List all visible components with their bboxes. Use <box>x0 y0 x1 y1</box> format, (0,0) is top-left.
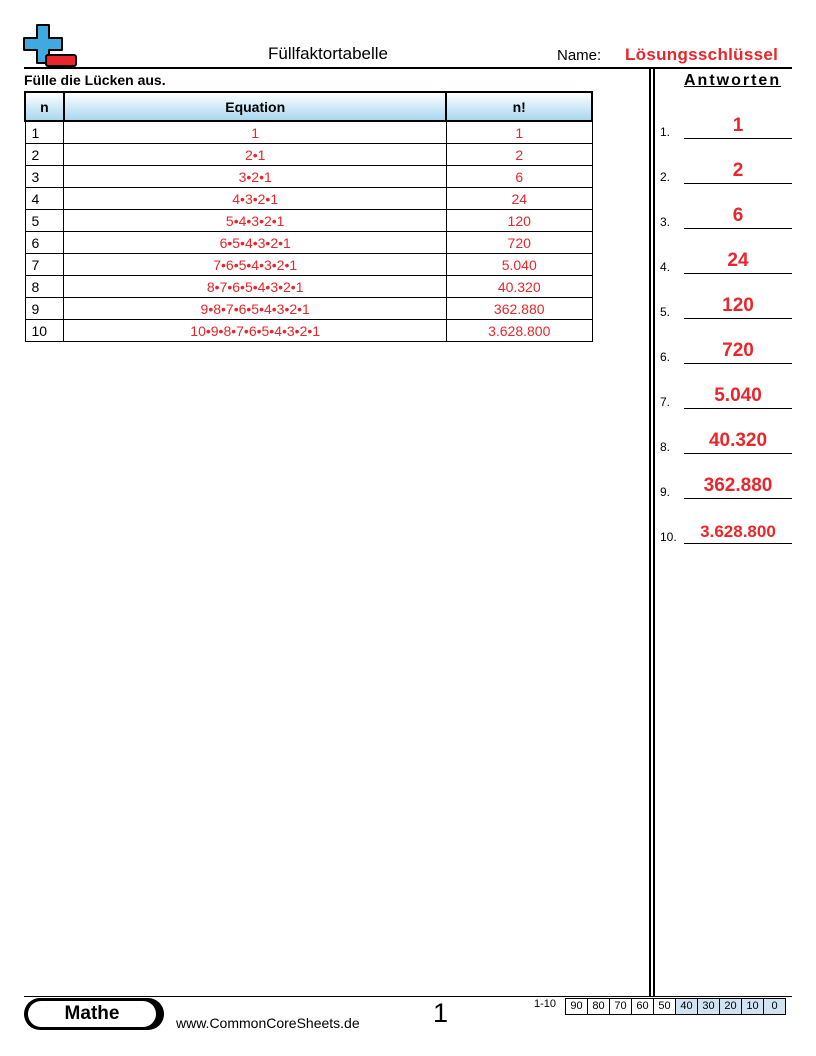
answers-heading: Antworten <box>684 72 782 89</box>
answer-line <box>684 228 792 229</box>
cell-n: 7 <box>25 254 64 276</box>
cell-n: 9 <box>25 298 64 320</box>
answer-value: 362.880 <box>703 475 773 496</box>
name-label: Name: <box>557 47 602 64</box>
subject-badge <box>24 998 164 1030</box>
answer-number: 1. <box>660 125 671 139</box>
answer-line <box>684 318 792 319</box>
cell-factorial: 720 <box>446 232 592 254</box>
answer-number: 5. <box>660 305 671 319</box>
answer-value: 2 <box>732 160 744 181</box>
answer-item <box>660 199 792 229</box>
answer-line <box>684 273 792 274</box>
cell-factorial: 1 <box>446 121 592 144</box>
cell-factorial: 5.040 <box>446 254 592 276</box>
score-cell: 40 <box>676 999 698 1014</box>
table-row <box>25 298 592 320</box>
table-row <box>25 166 592 188</box>
cell-equation: 2•1 <box>64 144 447 166</box>
answer-line <box>684 408 792 409</box>
score-cell: 70 <box>610 999 632 1014</box>
answer-item <box>660 469 792 499</box>
cell-equation: 7•6•5•4•3•2•1 <box>64 254 447 276</box>
plus-minus-logo-icon <box>22 24 78 68</box>
score-cell: 50 <box>654 999 676 1014</box>
cell-equation: 4•3•2•1 <box>64 188 447 210</box>
factorial-table <box>24 91 593 342</box>
cell-equation: 10•9•8•7•6•5•4•3•2•1 <box>64 320 447 342</box>
table-row <box>25 320 592 342</box>
answer-item <box>660 334 792 364</box>
cell-equation: 8•7•6•5•4•3•2•1 <box>64 276 447 298</box>
answer-value: 6 <box>732 205 744 226</box>
answer-number: 3. <box>660 215 671 229</box>
cell-equation: 5•4•3•2•1 <box>64 210 447 232</box>
table-row <box>25 276 592 298</box>
cell-n: 6 <box>25 232 64 254</box>
cell-n: 1 <box>25 121 64 144</box>
answer-value: 120 <box>722 295 754 316</box>
cell-n: 4 <box>25 188 64 210</box>
cell-factorial: 40.320 <box>446 276 592 298</box>
table-header-row <box>25 92 592 121</box>
cell-n: 8 <box>25 276 64 298</box>
answer-number: 6. <box>660 350 671 364</box>
answer-value: 40.320 <box>708 430 768 451</box>
answer-line <box>684 453 792 454</box>
score-cell: 80 <box>588 999 610 1014</box>
score-cell: 30 <box>698 999 720 1014</box>
footer-divider <box>24 996 792 997</box>
cell-n: 3 <box>25 166 64 188</box>
table-row <box>25 254 592 276</box>
answer-column-divider-inner <box>653 69 655 996</box>
score-scale <box>565 998 786 1015</box>
answer-item <box>660 154 792 184</box>
answer-number: 7. <box>660 395 671 409</box>
score-cell: 20 <box>720 999 742 1014</box>
cell-factorial: 6 <box>446 166 592 188</box>
header-divider <box>24 67 792 69</box>
cell-equation: 6•5•4•3•2•1 <box>64 232 447 254</box>
cell-factorial: 3.628.800 <box>446 320 592 342</box>
answer-value: 5.040 <box>714 385 762 406</box>
score-cell: 0 <box>764 999 785 1014</box>
table-row <box>25 232 592 254</box>
answer-value: 3.628.800 <box>700 522 776 541</box>
answer-value: 720 <box>722 340 754 361</box>
cell-equation: 3•2•1 <box>64 166 447 188</box>
table-row <box>25 121 592 144</box>
instructions: Fülle die Lücken aus. <box>24 72 166 88</box>
column-header-n: n <box>25 92 64 121</box>
cell-equation: 9•8•7•6•5•4•3•2•1 <box>64 298 447 320</box>
worksheet-title: Füllfaktortabelle <box>267 44 388 63</box>
answer-column-divider <box>649 69 651 996</box>
answer-value: 1 <box>732 115 744 136</box>
cell-equation: 1 <box>64 121 447 144</box>
page-number: 1 <box>433 998 449 1028</box>
answer-number: 2. <box>660 170 671 184</box>
answer-line <box>684 363 792 364</box>
cell-factorial: 2 <box>446 144 592 166</box>
answer-number: 4. <box>660 260 671 274</box>
table-row <box>25 210 592 232</box>
answer-line <box>684 138 792 139</box>
score-cell: 60 <box>632 999 654 1014</box>
cell-factorial: 24 <box>446 188 592 210</box>
answer-item <box>660 244 792 274</box>
score-range-label: 1-10 <box>534 998 557 1010</box>
table-row <box>25 188 592 210</box>
answer-item <box>660 289 792 319</box>
column-header-factorial: n! <box>446 92 592 121</box>
answer-item <box>660 109 792 139</box>
column-header-equation: Equation <box>64 92 447 121</box>
answer-line <box>684 183 792 184</box>
answer-item <box>660 424 792 454</box>
table-row <box>25 144 592 166</box>
answer-item <box>660 379 792 409</box>
cell-factorial: 362.880 <box>446 298 592 320</box>
subject-label: Mathe <box>28 1001 156 1027</box>
answer-number: 9. <box>660 485 671 499</box>
answer-value: 24 <box>727 250 749 271</box>
score-cell: 90 <box>566 999 588 1014</box>
answer-item <box>660 514 792 544</box>
answer-line <box>684 498 792 499</box>
cell-n: 5 <box>25 210 64 232</box>
score-cell: 10 <box>742 999 764 1014</box>
site-url: www.CommonCoreSheets.de <box>176 1015 360 1031</box>
answer-line <box>684 543 792 544</box>
cell-n: 10 <box>25 320 64 342</box>
cell-n: 2 <box>25 144 64 166</box>
answer-number: 8. <box>660 440 671 454</box>
name-value: Lösungsschlüssel <box>625 45 779 64</box>
cell-factorial: 120 <box>446 210 592 232</box>
answer-number: 10. <box>660 530 677 544</box>
